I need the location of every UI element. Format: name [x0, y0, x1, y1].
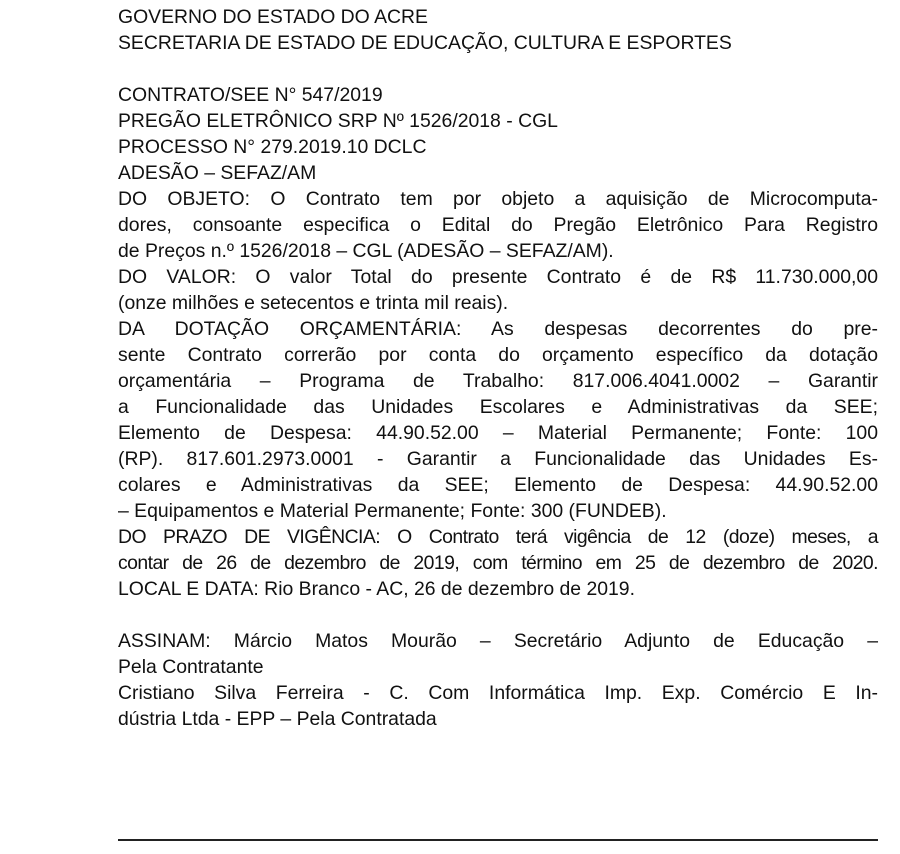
- valor-line: DO VALOR: O valor Total do presente Contrato é de R$ 11.730.000,00: [118, 266, 878, 288]
- government-name: GOVERNO DO ESTADO DO ACRE: [118, 6, 428, 28]
- document-header: [118, 4, 878, 56]
- prazo-line: DO PRAZO DE VIGÊNCIA: O Contrato terá vigência de 12 (doze) meses, a: [118, 526, 878, 548]
- contract-body: [118, 82, 878, 602]
- objeto-line: de Preços n.º 1526/2018 – CGL (ADESÃO – SEFAZ/AM).: [118, 240, 614, 262]
- adesao-reference: ADESÃO – SEFAZ/AM: [118, 162, 317, 184]
- signature-line: Cristiano Silva Ferreira - C. Com Informática Imp. Exp. Comércio E In-: [118, 682, 878, 704]
- dotacao-line: (RP). 817.601.2973.0001 - Garantir a Funcionalidade das Unidades Es-: [118, 448, 878, 470]
- valor-line: (onze milhões e setecentos e trinta mil reais).: [118, 292, 509, 314]
- contract-number: CONTRATO/SEE N° 547/2019: [118, 84, 383, 106]
- dotacao-line: orçamentária – Programa de Trabalho: 817.006.4041.0002 – Garantir: [118, 370, 878, 392]
- bottom-divider: [118, 839, 878, 841]
- objeto-line: dores, consoante especifica o Edital do Pregão Eletrônico Para Registro: [118, 214, 878, 236]
- objeto-line: DO OBJETO: O Contrato tem por objeto a aquisição de Microcomputa-: [118, 188, 878, 210]
- prazo-paragraph: [118, 524, 878, 576]
- objeto-paragraph: [118, 186, 878, 264]
- dotacao-line: sente Contrato correrão por conta do orçamento específico da dotação: [118, 344, 878, 366]
- dotacao-line: Elemento de Despesa: 44.90.52.00 – Material Permanente; Fonte: 100: [118, 422, 878, 444]
- valor-paragraph: [118, 264, 878, 316]
- secretariat-name: SECRETARIA DE ESTADO DE EDUCAÇÃO, CULTURA E ESPORTES: [118, 32, 732, 54]
- spacer: [118, 602, 878, 628]
- contract-extract: [118, 4, 878, 732]
- dotacao-line: – Equipamentos e Material Permanente; Fonte: 300 (FUNDEB).: [118, 500, 667, 522]
- signature-line: dústria Ltda - EPP – Pela Contratada: [118, 708, 437, 730]
- pregao-reference: PREGÃO ELETRÔNICO SRP Nº 1526/2018 - CGL: [118, 110, 558, 132]
- processo-reference: PROCESSO N° 279.2019.10 DCLC: [118, 136, 427, 158]
- dotacao-line: colares e Administrativas da SEE; Elemento de Despesa: 44.90.52.00: [118, 474, 878, 496]
- local-and-date: LOCAL E DATA: Rio Branco - AC, 26 de dezembro de 2019.: [118, 578, 635, 600]
- spacer: [118, 56, 878, 82]
- signature-line: Pela Contratante: [118, 656, 264, 678]
- signatures-block: [118, 628, 878, 732]
- dotacao-paragraph: [118, 316, 878, 524]
- signature-line: ASSINAM: Márcio Matos Mourão – Secretário Adjunto de Educação –: [118, 630, 878, 652]
- dotacao-line: DA DOTAÇÃO ORÇAMENTÁRIA: As despesas decorrentes do pre-: [118, 318, 878, 340]
- prazo-line: contar de 26 de dezembro de 2019, com término em 25 de dezembro de 2020.: [118, 552, 878, 574]
- dotacao-line: a Funcionalidade das Unidades Escolares e Administrativas da SEE;: [118, 396, 878, 418]
